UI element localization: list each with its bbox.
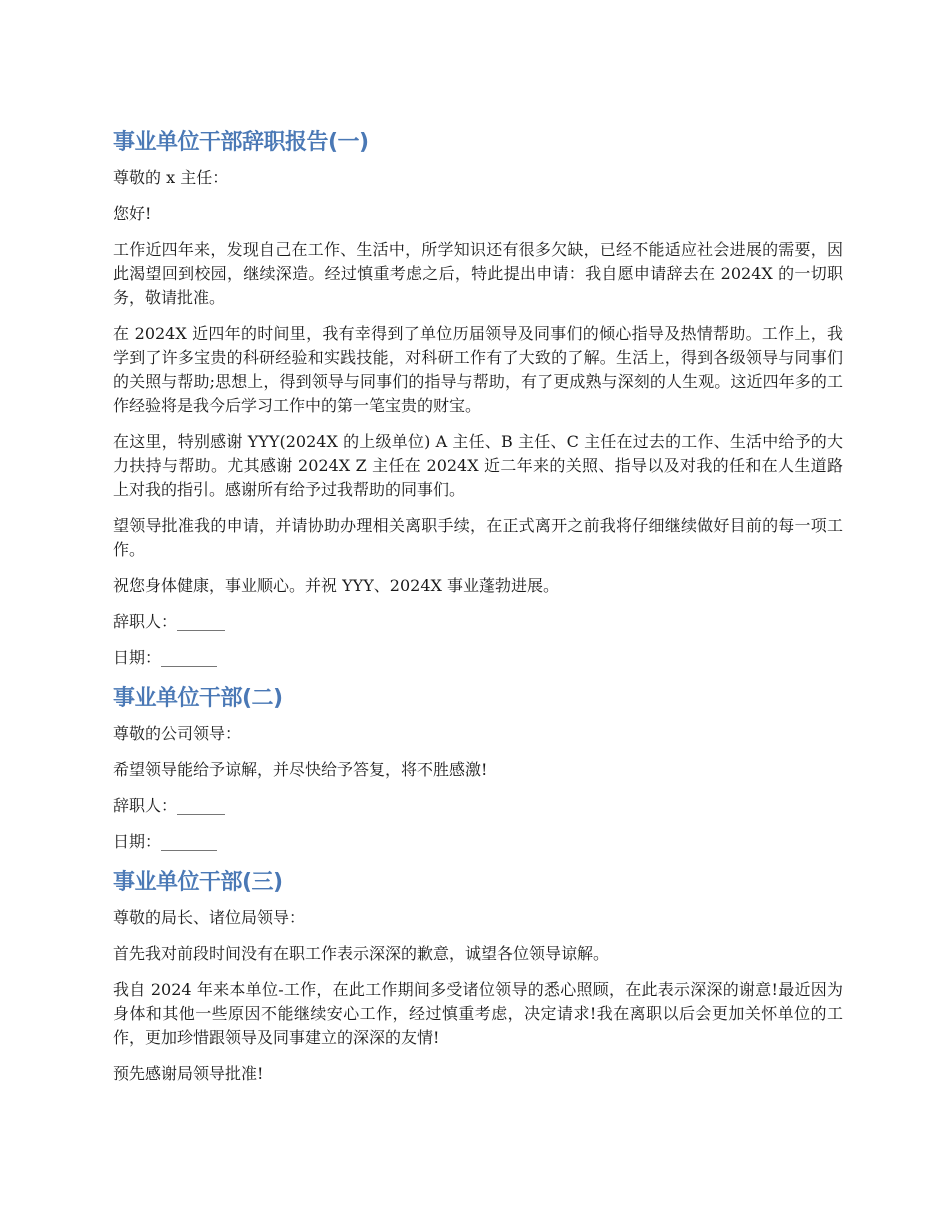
section-title: 事业单位干部(三) bbox=[113, 870, 283, 895]
section-1 bbox=[113, 126, 843, 670]
date-line: 日期：_______ bbox=[113, 648, 218, 667]
signature-line: 辞职人：______ bbox=[113, 612, 226, 631]
closing-wish: 祝您身体健康，事业顺心。并祝 YYY、2024X 事业蓬勃进展。 bbox=[113, 576, 559, 595]
body-paragraph: 工作近四年来，发现自己在工作、生活中，所学知识还有很多欠缺，已经不能适应社会进展的需要，因此渴望回到校园，继续深造。经过慎重考虑之后，特此提出申请：我自愿申请辞去在 2024X 的一切职务，敬请批准。 bbox=[113, 240, 843, 307]
body-paragraph: 希望领导能给予谅解，并尽快给予答复，将不胜感激! bbox=[113, 760, 488, 779]
signature-line: 辞职人：______ bbox=[113, 796, 226, 815]
closing-line: 预先感谢局领导批准! bbox=[113, 1064, 264, 1083]
body-paragraph: 在这里，特别感谢 YYY(2024X 的上级单位) A 主任、B 主任、C 主任在过去的工作、生活中给予的大力扶持与帮助。尤其感谢 2024X Z 主任在 2024X 近二年来的关照、指导以及对我的任和在人生道路上对我的指引。感谢所有给予过我帮助的同事们。 bbox=[113, 432, 843, 499]
body-paragraph: 我自 2024 年来本单位-工作，在此工作期间多受诸位领导的悉心照顾，在此表示深深的谢意!最近因为身体和其他一些原因不能继续安心工作，经过慎重考虑，决定请求!我在离职以后会更加关怀单位的工作，更加珍惜跟领导及同事建立的深深的友情! bbox=[113, 980, 843, 1047]
section-title: 事业单位干部辞职报告(一) bbox=[113, 130, 369, 155]
body-paragraph: 首先我对前段时间没有在职工作表示深深的歉意，诚望各位领导谅解。 bbox=[113, 944, 610, 963]
section-3 bbox=[113, 866, 843, 1086]
salutation: 尊敬的局长、诸位局领导： bbox=[113, 908, 306, 927]
document-page bbox=[113, 126, 843, 1098]
section-2 bbox=[113, 682, 843, 854]
body-paragraph: 望领导批准我的申请，并请协助办理相关离职手续，在正式离开之前我将仔细继续做好目前的每一项工作。 bbox=[113, 516, 843, 559]
body-paragraph: 在 2024X 近四年的时间里，我有幸得到了单位历届领导及同事们的倾心指导及热情帮助。工作上，我学到了许多宝贵的科研经验和实践技能，对科研工作有了大致的了解。生活上，得到各级领导与同事们的关照与帮助;思想上，得到领导与同事们的指导与帮助，有了更成熟与深刻的人生观。这近四年多的工作经验将是我今后学习工作中的第一笔宝贵的财宝。 bbox=[113, 324, 843, 415]
salutation: 尊敬的公司领导： bbox=[113, 724, 242, 743]
salutation: 尊敬的 x 主任： bbox=[113, 168, 229, 187]
section-title: 事业单位干部(二) bbox=[113, 686, 283, 711]
date-line: 日期：_______ bbox=[113, 832, 218, 851]
greeting: 您好! bbox=[113, 204, 152, 223]
